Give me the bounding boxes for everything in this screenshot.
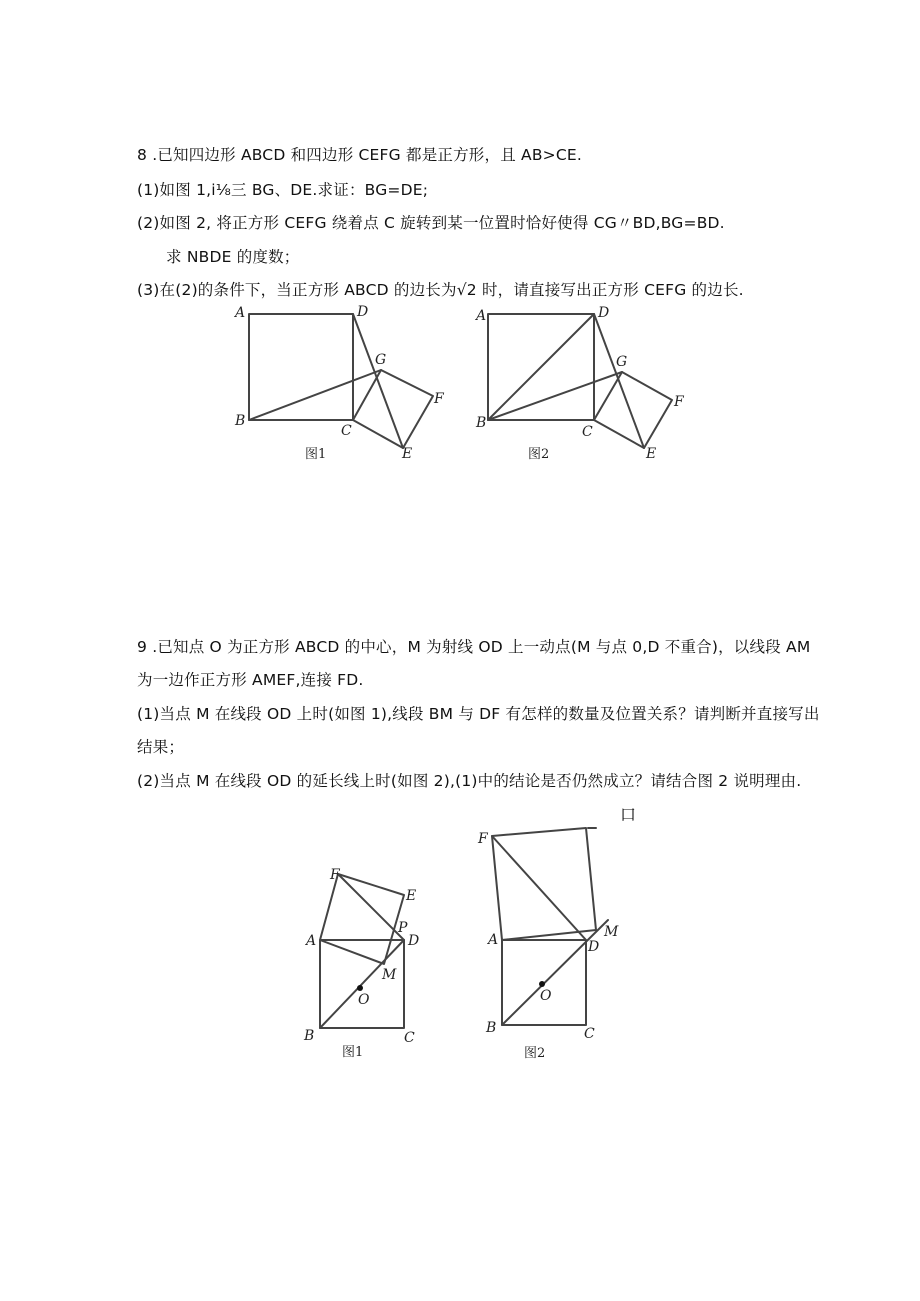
ray-bm [502, 920, 608, 1025]
label-d: D [598, 305, 610, 321]
label-e: E [646, 446, 657, 462]
square-amef [492, 828, 596, 940]
q8-stem: 8 .已知四边形 ABCD 和四边形 CEFG 都是正方形，且 AB>CE. [137, 146, 582, 164]
segment-de [353, 314, 403, 448]
q9-figure-1 [300, 862, 435, 1062]
label-c: C [404, 1030, 415, 1046]
label-a: A [488, 932, 499, 948]
label-o: O [358, 992, 370, 1008]
label-b: B [304, 1028, 315, 1044]
square-amef [320, 874, 404, 964]
figure-caption: 图2 [528, 447, 550, 462]
q8-figure-1 [225, 300, 450, 465]
label-g: G [616, 354, 628, 370]
label-b: B [486, 1020, 497, 1036]
center-point-o [539, 981, 545, 987]
center-point-o [357, 985, 363, 991]
diagonal-bd [488, 314, 594, 420]
q9-stem-line2: 为一边作正方形 AMEF,连接 FD. [137, 671, 364, 689]
q9-stem-line1: 9 .已知点 O 为正方形 ABCD 的中心，M 为射线 OD 上一动点(M 与点 0,D 不重合)，以线段 AM [137, 638, 811, 656]
q9-part1-line1: (1)当点 M 在线段 OD 上时(如图 1),线段 BM 与 DF 有怎样的数量及位置关系？请判断并直接写出 [137, 705, 820, 723]
box-symbol: 口 [620, 805, 637, 824]
figure-caption: 图1 [342, 1045, 364, 1060]
label-o: O [540, 988, 552, 1004]
label-g: G [375, 352, 387, 368]
q8-part3: (3)在(2)的条件下，当正方形 ABCD 的边长为√2 时，请直接写出正方形 CEFG 的边长. [137, 281, 744, 299]
segment-bg [488, 372, 622, 420]
q9-part2: (2)当点 M 在线段 OD 的延长线上时(如图 2),(1)中的结论是否仍然成立？请结合图 2 说明理由. [137, 772, 802, 790]
label-a: A [476, 308, 487, 324]
square-abcd [249, 314, 353, 420]
q9-figure-2 [468, 820, 628, 1065]
label-f: F [674, 394, 684, 410]
label-m: M [382, 967, 397, 983]
figure-caption: 图1 [305, 447, 327, 462]
square-cefg [594, 372, 672, 448]
label-p: P [398, 920, 408, 936]
segment-bg [249, 370, 381, 420]
label-m: M [604, 924, 619, 940]
label-c: C [582, 424, 593, 440]
q8-figure-2 [466, 300, 696, 465]
q8-part2: (2)如图 2, 将正方形 CEFG 绕着点 C 旋转到某一位置时恰好使得 CG〃BD,BG=BD. [137, 214, 725, 232]
label-b: B [235, 413, 246, 429]
label-c: C [584, 1026, 595, 1042]
label-e: E [402, 446, 413, 462]
label-f: F [330, 867, 340, 883]
label-f: F [478, 831, 488, 847]
q8-part1: (1)如图 1,i⅛三 BG、DE.求证：BG=DE; [137, 181, 429, 199]
label-e: E [406, 888, 417, 904]
label-d: D [357, 304, 369, 320]
label-d: D [408, 933, 420, 949]
label-b: B [476, 415, 487, 431]
label-d: D [588, 939, 600, 955]
diagonal-bd [320, 940, 404, 1028]
label-a: A [235, 305, 246, 321]
q9-part1-line2: 结果； [137, 738, 185, 756]
figure-caption: 图2 [524, 1046, 546, 1061]
label-a: A [306, 933, 317, 949]
label-c: C [341, 423, 352, 439]
square-cefg [353, 370, 433, 448]
q8-part2-continued: 求 NBDE 的度数； [166, 248, 300, 266]
label-f: F [434, 391, 444, 407]
segment-fd [492, 836, 586, 940]
